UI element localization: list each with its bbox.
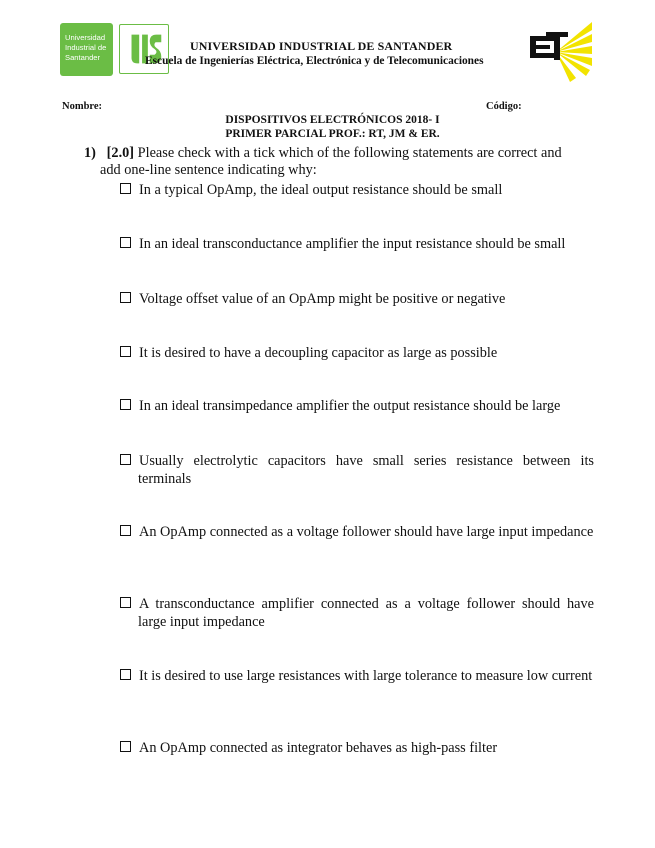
university-name: UNIVERSIDAD INDUSTRIAL DE SANTANDER bbox=[190, 39, 453, 53]
statement-text: Usually electrolytic capacitors have small series resistance between its terminals bbox=[138, 453, 594, 487]
checkbox-icon[interactable] bbox=[120, 183, 131, 194]
statement-item bbox=[120, 397, 594, 415]
question-points: [2.0] bbox=[106, 145, 135, 161]
statement-text: In an ideal transimpedance amplifier the output resistance should be large bbox=[139, 398, 561, 414]
statement-item bbox=[120, 290, 594, 308]
et-logo-icon bbox=[510, 20, 592, 82]
statement-item bbox=[120, 667, 594, 685]
checkbox-icon[interactable] bbox=[120, 597, 131, 608]
course-title-line: DISPOSITIVOS ELECTRÓNICOS 2018- I bbox=[225, 114, 440, 126]
statement-item bbox=[120, 739, 594, 757]
statement-text: Voltage offset value of an OpAmp might be positive or negative bbox=[139, 291, 506, 307]
statement-text: In a typical OpAmp, the ideal output resistance should be small bbox=[139, 182, 503, 198]
statement-text: A transconductance amplifier connected as a voltage follower should have large input impedance bbox=[138, 596, 594, 630]
statement-item bbox=[120, 523, 594, 541]
statement-text: It is desired to use large resistances with large tolerance to measure low current bbox=[139, 668, 593, 684]
question-text: add one-line sentence indicating why: bbox=[100, 162, 317, 178]
course-title bbox=[0, 113, 655, 141]
checkbox-icon[interactable] bbox=[120, 669, 131, 680]
logo-text-line: Universidad bbox=[65, 33, 106, 42]
name-label: Nombre: bbox=[62, 101, 103, 112]
checkbox-icon[interactable] bbox=[120, 741, 131, 752]
logo-text-line: Santander bbox=[65, 53, 101, 62]
statement-text: An OpAmp connected as integrator behaves as high-pass filter bbox=[139, 740, 498, 756]
question-1 bbox=[84, 145, 594, 179]
statement-text: An OpAmp connected as a voltage follower should have large input impedance bbox=[139, 524, 594, 540]
statement-item bbox=[120, 181, 594, 199]
university-logo bbox=[60, 23, 113, 76]
statement-text: It is desired to have a decoupling capacitor as large as possible bbox=[139, 345, 498, 361]
school-logo bbox=[510, 20, 592, 82]
statement-item bbox=[120, 344, 594, 362]
code-label: Código: bbox=[486, 101, 522, 112]
statement-item bbox=[120, 595, 594, 631]
school-name: Escuela de Ingenierías Eléctrica, Electrónica y de Telecomunicaciones bbox=[145, 55, 484, 67]
checkbox-icon[interactable] bbox=[120, 525, 131, 536]
statement-item bbox=[120, 452, 594, 488]
course-title-line: PRIMER PARCIAL PROF.: RT, JM & ER. bbox=[225, 128, 440, 140]
checkbox-icon[interactable] bbox=[120, 292, 131, 303]
checkbox-icon[interactable] bbox=[120, 399, 131, 410]
statement-item bbox=[120, 235, 594, 253]
checkbox-icon[interactable] bbox=[120, 237, 131, 248]
checkbox-icon[interactable] bbox=[120, 454, 131, 465]
statement-text: In an ideal transconductance amplifier the input resistance should be small bbox=[139, 236, 566, 252]
logo-text-line: Industrial de bbox=[65, 43, 107, 52]
checkbox-icon[interactable] bbox=[120, 346, 131, 357]
question-text: Please check with a tick which of the following statements are correct and bbox=[137, 145, 562, 161]
question-number: 1) bbox=[84, 145, 96, 161]
